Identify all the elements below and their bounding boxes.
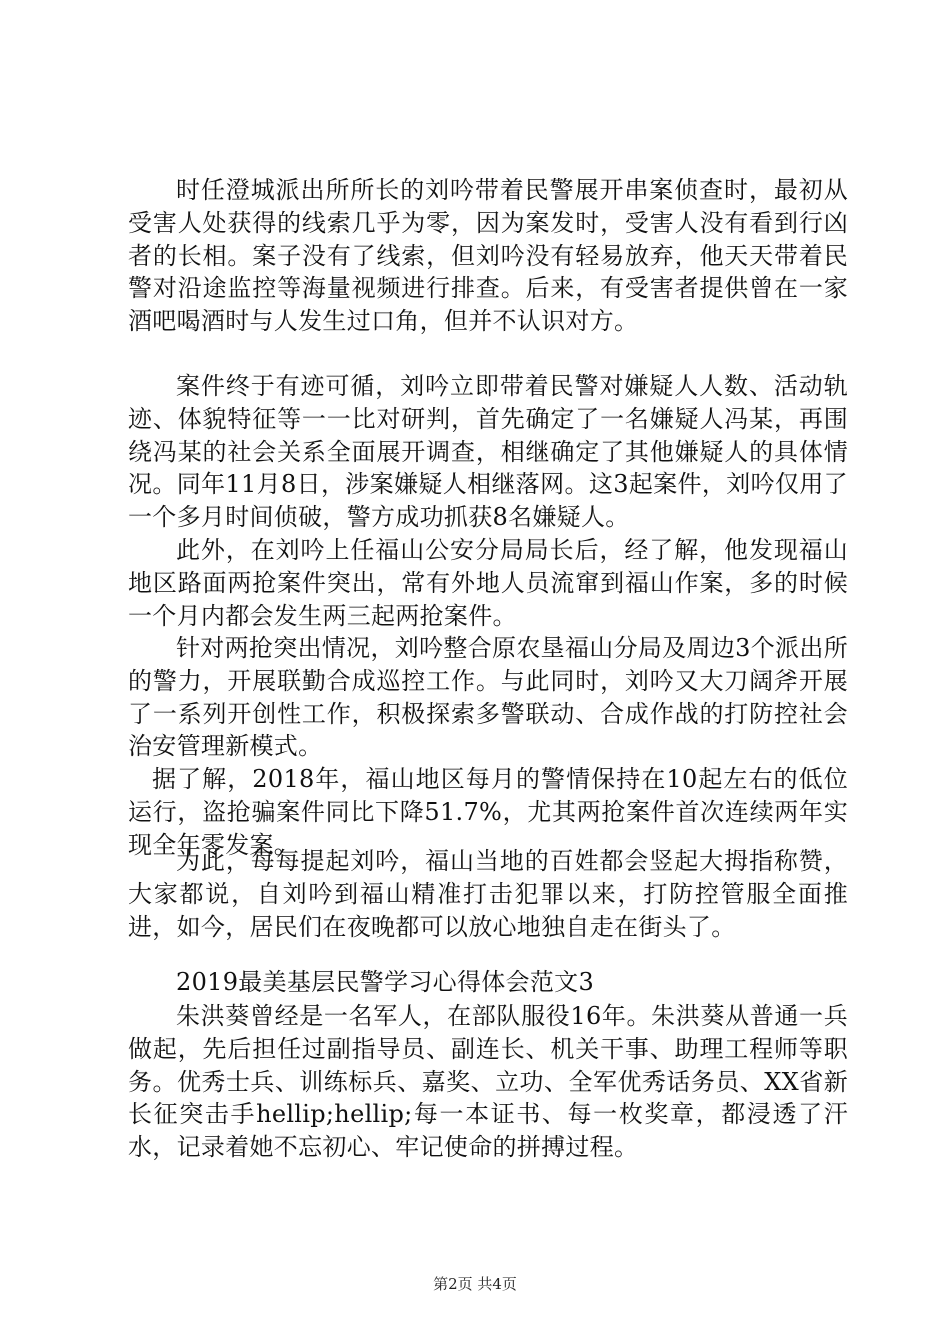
- page-footer: 第2页 共4页: [433, 1275, 517, 1293]
- section-heading: 2019最美基层民警学习心得体会范文3: [176, 968, 595, 996]
- paragraph-6: 为此，每每提起刘吟，福山当地的百姓都会竖起大拇指称赞，大家都说，自刘吟到福山精准打击犯罪以来，打防控管服全面推进，如今，居民们在夜晚都可以放心地独自走在街头了。: [128, 847, 848, 941]
- section-paragraph: 朱洪葵曾经是一名军人，在部队服役16年。朱洪葵从普通一兵做起，先后担任过副指导员、副连长、机关干事、助理工程师等职务。优秀士兵、训练标兵、嘉奖、立功、全军优秀话务员、XX省新长征突击手hellip;hellip;每一本证书、每一枚奖章，都浸透了汗水，记录着她不忘初心、牢记使命的拼搏过程。: [128, 1002, 848, 1162]
- paragraph-5: 据了解，2018年，福山地区每月的警情保持在10起左右的低位运行，盗抢骗案件同比下降51.7%，尤其两抢案件首次连续两年实现全年零发案。: [128, 765, 848, 859]
- paragraph-1: 时任澄城派出所所长的刘吟带着民警展开串案侦查时，最初从受害人处获得的线索几乎为零，因为案发时，受害人没有看到行凶者的长相。案子没有了线索，但刘吟没有轻易放弃，他天天带着民警对沿途监控等海量视频进行排查。后来，有受害者提供曾在一家酒吧喝酒时与人发生过口角，但并不认识对方。: [128, 176, 848, 336]
- paragraph-3: 此外，在刘吟上任福山公安分局局长后，经了解，他发现福山地区路面两抢案件突出，常有外地人员流窜到福山作案，多的时候一个月内都会发生两三起两抢案件。: [128, 536, 848, 630]
- paragraph-2: 案件终于有迹可循，刘吟立即带着民警对嫌疑人人数、活动轨迹、体貌特征等一一比对研判，首先确定了一名嫌疑人冯某，再围绕冯某的社会关系全面展开调查，相继确定了其他嫌疑人的具体情况。同年11月8日，涉案嫌疑人相继落网。这3起案件，刘吟仅用了一个多月时间侦破，警方成功抓获8名嫌疑人。: [128, 372, 848, 532]
- paragraph-4: 针对两抢突出情况，刘吟整合原农垦福山分局及周边3个派出所的警力，开展联勤合成巡控工作。与此同时，刘吟又大刀阔斧开展了一系列开创性工作，积极探索多警联动、合成作战的打防控社会治安管理新模式。: [128, 634, 848, 761]
